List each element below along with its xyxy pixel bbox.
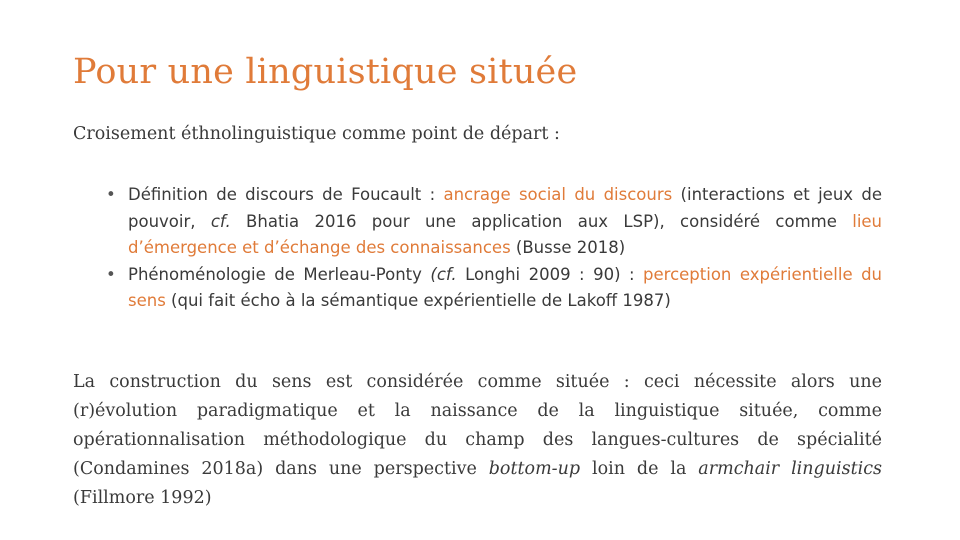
italic-text: armchair linguistics bbox=[698, 459, 882, 479]
bullet-list bbox=[106, 182, 882, 315]
bullet-text: (qui fait écho à la sémantique expérientielle de Lakoff 1987) bbox=[165, 291, 671, 310]
italic-text: cf. bbox=[210, 211, 231, 231]
paragraph-text: (Fillmore 1992) bbox=[73, 488, 212, 508]
slide-title: Pour une linguistique située bbox=[73, 52, 578, 92]
bullet-text: (Busse 2018) bbox=[510, 238, 626, 257]
highlight-text: perception expérientielle du sens bbox=[128, 264, 883, 310]
bullet-item-foucault bbox=[106, 182, 882, 262]
highlight-text: ancrage social du discours bbox=[443, 185, 673, 204]
paragraph-text: La construction du sens est considérée comme située : ceci nécessite alors une (r)évolution paradigmatique et la naissance de la linguistique située, comme opérationnalisation méthodologique du champ des langues-cultures de spécialité (Condamines 2018a) dans une perspective bbox=[73, 372, 882, 479]
slide-subtitle: Croisement éthnolinguistique comme point de départ : bbox=[73, 124, 560, 144]
bullet-item-merleau-ponty bbox=[106, 262, 882, 315]
highlight-text: lieu d’émergence et d’échange des connaissances bbox=[128, 211, 883, 257]
paragraph-text: loin de la bbox=[580, 459, 699, 479]
bullet-text: Phénoménologie de Merleau-Ponty bbox=[128, 264, 431, 284]
bullet-text: Longhi 2009 : 90) : bbox=[456, 264, 644, 284]
italic-text: (cf. bbox=[430, 264, 457, 284]
bullet-text: Bhatia 2016 pour une application aux LSP), considéré comme bbox=[230, 211, 853, 231]
body-paragraph bbox=[73, 368, 882, 513]
bullet-text: (interactions et jeux de pouvoir, bbox=[128, 185, 883, 231]
bullet-text: Définition de discours de Foucault : bbox=[128, 185, 444, 204]
italic-text: bottom-up bbox=[488, 459, 581, 479]
